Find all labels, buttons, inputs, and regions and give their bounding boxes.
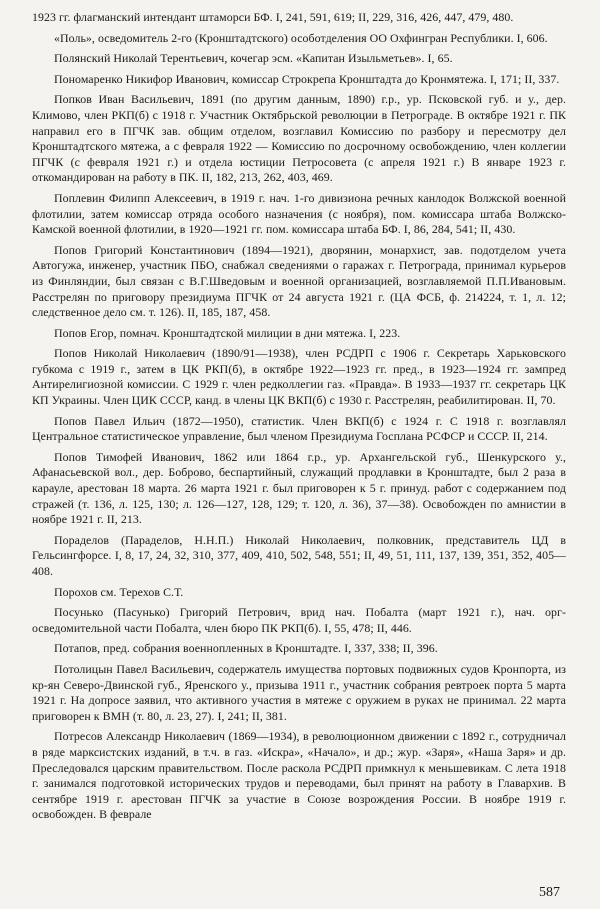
index-entry: Потолицын Павел Васильевич, содержатель имущества портовых подвижных судов Кронпорта, из кр-ян Северо-Двинской губ., Яренского у., призыва 1911 г., участник собрания ревтроек порта 5 марта 1921 г. На допросе заявил, что активного участия в мятеже с оружием в руках не принимал. 22 марта приговорен к ВМН (т. 80, л. 23, 27). I, 241; II, 381. [32, 661, 566, 723]
index-entry: Попов Григорий Константинович (1894—1921), дворянин, монархист, зав. подотделом учета Автогужа, инженер, участник ПБО, снабжал сведениями о гаражах г. Петрограда, принимал курьеров из Финляндии, был связан с В.Г.Шведовым и военной организацией, возглавляемой П.П.Ивановым. Расстрелян по приговору президиума ПГЧК от 24 августа 1921 г. (ЦА ФСБ, ф. 214224, т. 1, л. 12; следственное дело см. т. 126). II, 185, 187, 458. [32, 242, 566, 320]
index-entry: Посунько (Пасунько) Григорий Петрович, врид нач. Побалта (март 1921 г.), нач. орг-осведомительной части Побалта, член бюро ПК РКП(б). I, 55, 478; II, 446. [32, 605, 566, 635]
index-entry: 1923 гг. флагманский интендант штаморси БФ. I, 241, 591, 619; II, 229, 316, 426, 447, 479, 480. [32, 10, 514, 24]
index-entry: Пономаренко Никифор Иванович, комиссар Строкрепа Кронштадта до Кронмятежа. I, 171; II, 337. [54, 71, 560, 86]
index-entry: Попов Павел Ильич (1872—1950), статистик. Член ВКП(б) с 1924 г. С 1918 г. возглавлял Центральное статистическое управление, был членом Президиума Госплана РСФСР и СССР. II, 214. [32, 413, 566, 444]
index-entry: Попков Иван Васильевич, 1891 (по другим данным, 1890) г.р., ур. Псковской губ. и у., дер. Климово, член РКП(б) с 1918 г. Участник Октябрьской революции в Петрограде. В октябре 1921 г. ПК направил его в ПГЧК зав. общим отделом, возглавил Комиссию по разбору и пересмотру дел Кронштадтского мятежа, а с февраля 1922 — Комиссию по досрочному освобождению, член коллегии ПГЧК (с февраля 1921 г.) и отдела юстиции Петросовета (с апреля 1921 г.) В январе 1923 г. откомандирован на работу в ПК. II, 182, 213, 262, 403, 469. [32, 92, 566, 185]
index-entry: Потресов Александр Николаевич (1869—1934), в революционном движении с 1892 г., сотрудничал в ряде марксистских изданий, в т.ч. в газ. «Искра», «Начало», и др.; жур. «Заря», «Наша Заря» и др. Преследовался царским правительством. После раскола РСДРП примкнул к меньшевикам. С лета 1918 г. занимался подготовкой исторических трудов и переводами, был принят на работу в Главархив. В сентябре 1919 г. арестован ПГЧК за участие в Союзе возрождения России. В ноябре 1919 г. освобожден. В феврале [32, 729, 566, 822]
index-entry: Попов Егор, помнач. Кронштадтской милиции в дни мятежа. I, 223. [54, 325, 401, 340]
index-entry: Потапов, пред. собрания военнопленных в Кронштадте. I, 337, 338; II, 396. [54, 641, 438, 656]
index-entry: Полянский Николай Терентьевич, кочегар эсм. «Капитан Изыльметьев». I, 65. [54, 51, 453, 66]
index-entry: Пораделов (Параделов, Н.Н.П.) Николай Николаевич, полковник, представитель ЦД в Гельсингфорсе. I, 8, 17, 24, 32, 310, 377, 409, 410, 502, 548, 551; II, 49, 51, 111, 137, 139, 351, 352, 405—408. [32, 532, 566, 578]
index-entry: Попов Тимофей Иванович, 1862 или 1864 г.р., ур. Архангельской губ., Шенкурского у., Афанасьевской вол., дер. Боброво, беспартийный, служащий продлавки в Кронштадте, был 2 раза в карауле, арестован 18 марта. 26 марта 1921 г. был приговорен к 5 г. принуд. работ с содержанием под стражей (т. 136, л. 125, 130; л. 126—127, 128, 129; т. 120, л. 36), 37—38). Освобожден по амнистии в ноябре 1921 г. II, 213. [32, 449, 566, 527]
index-entry: Попов Николай Николаевич (1890/91—1938), член РСДРП с 1906 г. Секретарь Харьковского губкома с 1919 г., затем в ЦК РКП(б), в октябре 1922—1923 гг. пред., в 1923—1924 гг. зампред Антирелигиозной комиссии. С 1929 г. член редколлегии газ. «Правда». В 1933—1937 гг. секретарь ЦК КП Украины. Член ЦИК СССР, канд. в члены ЦК ВКП(б) с 1930 г. Расстрелян, реабилитирован. II, 70. [32, 346, 566, 408]
index-entry: «Поль», осведомитель 2-го (Кронштадтского) особотделения ОО Охфингран Республики. I, 606. [54, 30, 548, 45]
index-entry: Порохов см. Терехов С.Т. [54, 584, 184, 599]
index-entry: Поплевин Филипп Алексеевич, в 1919 г. нач. 1-го дивизиона речных канлодок Волжской военной флотилии, затем комиссар отряда особого назначения (с ноября), пом. комиссара штаба Волжско-Камской военной флотилии, в 1920—1921 гг. пом. комиссара штаба БФ. I, 86, 284, 541; II, 430. [32, 190, 566, 237]
page-number: 587 [539, 885, 560, 900]
